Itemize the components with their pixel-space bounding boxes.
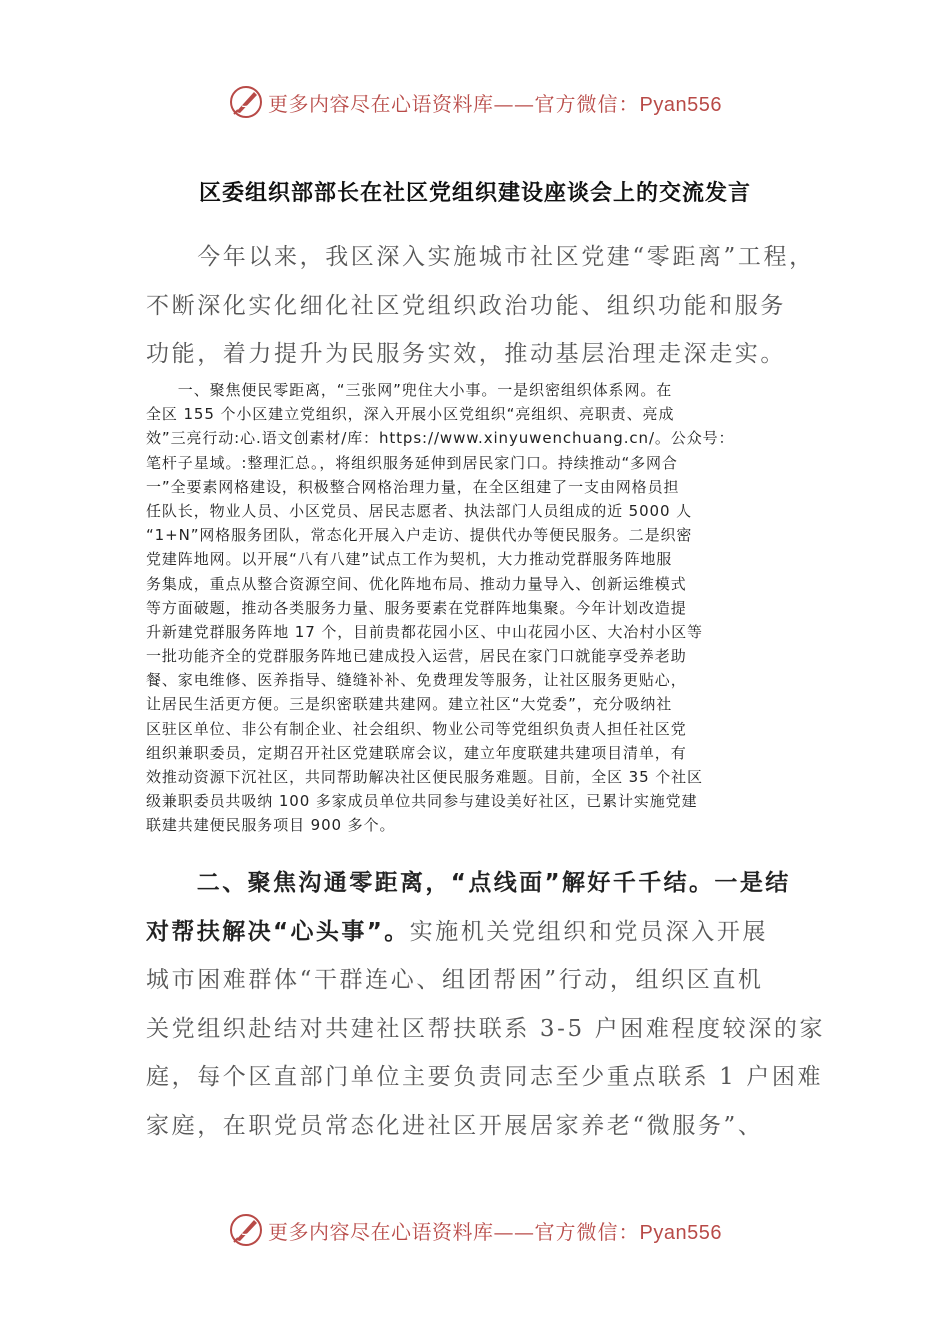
section-2-line: 家庭，在职党员常态化进社区开展居家养老“微服务”、 [146, 1112, 764, 1139]
section-1-paragraph [146, 378, 808, 838]
watermark-wechat-label: 官方微信： [534, 1219, 640, 1244]
section-1-line: 笔杆子星域。:整理汇总。，将组织服务延伸到居民家门口。持续推动“多网合 [146, 453, 678, 472]
section-2-paragraph [146, 859, 826, 1150]
watermark-dash: —— [493, 91, 535, 116]
section-1-line: 任队长，物业人员、小区党员、居民志愿者、执法部门人员组成的近 5000 人 [146, 501, 693, 520]
section-1-line: 级兼职委员共吸纳 100 多家成员单位共同参与建设美好社区，已累计实施党建 [146, 792, 698, 811]
watermark-text [268, 1216, 722, 1245]
section-2-heading-line [146, 859, 806, 908]
intro-line: 今年以来，我区深入实施城市社区党建“零距离”工程， [146, 244, 815, 270]
watermark-text [268, 88, 722, 117]
section-1-line: 全区 155 个小区建立党组织，深入开展小区党组织“亮组织、亮职责、亮成 [146, 405, 675, 424]
section-1-line: 务集成，重点从整合资源空间、优化阵地布局、推动力量导入、创新运维模式 [146, 574, 687, 593]
section-2-text: 实施机关党组织和党员深入开展 [409, 918, 769, 945]
watermark-site-name: 更多内容尽在心语资料库 [268, 1219, 494, 1244]
intro-paragraph [146, 233, 815, 379]
document-title: 区委组织部部长在社区党组织建设座谈会上的交流发言 [198, 181, 751, 206]
section-1-line: 一批功能齐全的党群服务阵地已建成投入运营，居民在家门口就能享受养老助 [146, 647, 687, 666]
quill-seal-logo-icon [228, 1212, 264, 1248]
section-1-line: 效”三亮行动:心.语文创素材/库：https://www.xinyuwenchuang.cn/。公众号： [146, 429, 735, 448]
section-1-line: 升新建党群服务阵地 17 个，目前贵都花园小区、中山花园小区、大冶村小区等 [146, 622, 703, 641]
section-1-line: 党建阵地网。以开展“八有八建”试点工作为契机，大力推动党群服务阵地服 [146, 550, 673, 569]
section-1-line: 组织兼职委员，定期召开社区党建联席会议，建立年度联建共建项目清单，有 [146, 743, 687, 762]
header-watermark-banner [228, 82, 748, 122]
section-1-line: 等方面破题，推动各类服务力量、服务要素在党群阵地集聚。今年计划改造提 [146, 598, 687, 617]
section-2-line: 城市困难群体“干群连心、组团帮困”行动，组织区直机 [146, 967, 764, 993]
footer-watermark-banner [228, 1210, 748, 1250]
section-2-line: 关党组织赴结对共建社区帮扶联系 3-5 户困难程度较深的家 [146, 1015, 826, 1042]
section-1-line: 联建共建便民服务项目 900 多个。 [146, 816, 396, 835]
watermark-wechat-id: Pyan556 [639, 93, 722, 116]
watermark-wechat-label: 官方微信： [534, 91, 640, 116]
watermark-dash: —— [493, 1219, 535, 1244]
intro-line: 功能，着力提升为民服务实效，推动基层治理走深走实。 [146, 341, 786, 367]
section-1-line: 效推动资源下沉社区，共同帮助解决社区便民服务难题。目前，全区 35 个社区 [146, 768, 703, 786]
section-2-subheading: 对帮扶解决“心头事”。 [146, 918, 410, 945]
section-1-line: 一”全要素网格建设，积极整合网格治理力量，在全区组建了一支由网格员担 [146, 477, 680, 496]
section-2-line [146, 908, 806, 957]
intro-line: 不断深化实化细化社区党组织政治功能、组织功能和服务 [146, 292, 786, 319]
quill-seal-logo-icon [228, 84, 264, 120]
section-2-heading: 二、聚焦沟通零距离，“点线面”解好千千结。一是结 [146, 870, 791, 896]
section-1-line: 让居民生活更方便。三是织密联建共建网。建立社区“大党委”，充分吸纳社 [146, 695, 673, 714]
section-2-line: 庭，每个区直部门单位主要负责同志至少重点联系 1 户困难 [146, 1064, 824, 1090]
section-1-line: 餐、家电维修、医养指导、缝缝补补、免费理发等服务，让社区服务更贴心， [146, 671, 687, 690]
watermark-site-name: 更多内容尽在心语资料库 [268, 91, 494, 116]
section-1-line: 区驻区单位、非公有制企业、社会组织、物业公司等党组织负责人担任社区党 [146, 719, 687, 738]
section-1-line: 一、聚焦便民零距离，“三张网”兜住大小事。一是织密组织体系网。在 [146, 381, 673, 399]
watermark-wechat-id: Pyan556 [639, 1221, 722, 1244]
section-1-line: “1+N”网格服务团队，常态化开展入户走访、提供代办等便民服务。二是织密 [146, 526, 693, 545]
